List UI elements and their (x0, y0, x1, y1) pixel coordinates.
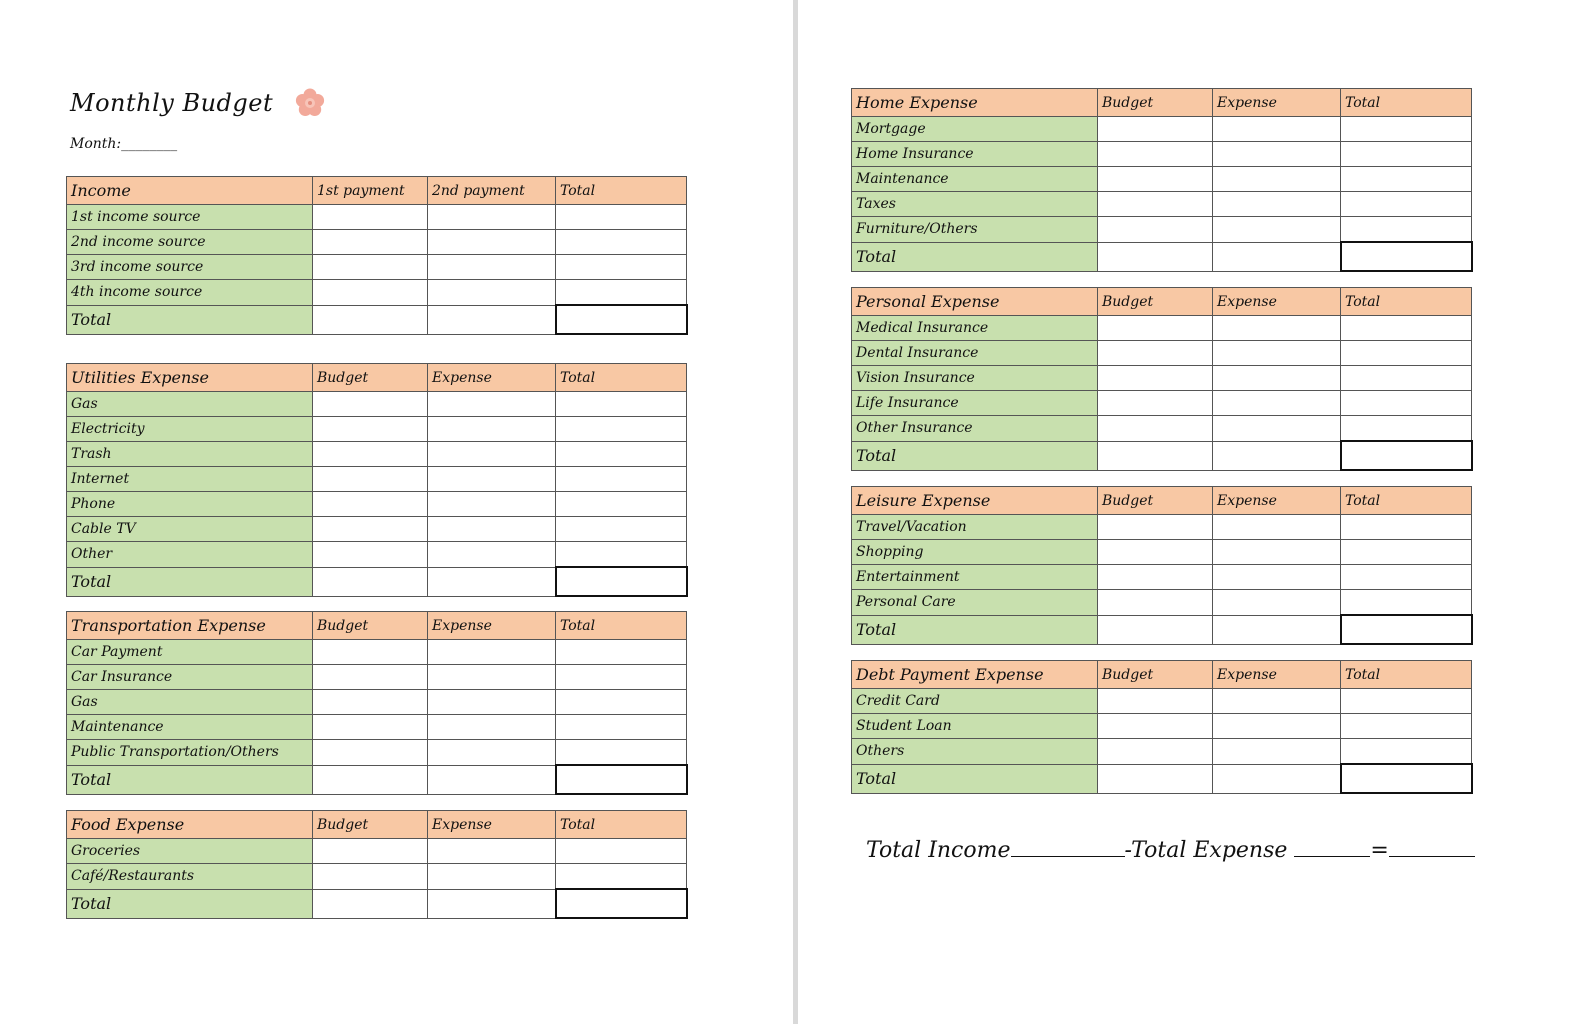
transportation-total-cell-expense[interactable] (428, 765, 556, 794)
transportation-cell-total[interactable] (556, 715, 687, 740)
leisure-cell-budget[interactable] (1098, 565, 1213, 590)
income-row-label: 4th income source (67, 280, 313, 306)
leisure-col-budget: Budget (1098, 487, 1213, 515)
income-cell-total[interactable] (556, 205, 687, 230)
income-cell-second-payment[interactable] (428, 280, 556, 306)
personal-cell-total[interactable] (1341, 316, 1472, 341)
total-expense-label: -Total Expense (1124, 838, 1288, 863)
debt-row-label: Others (852, 739, 1098, 765)
leisure-row-label: Travel/Vacation (852, 515, 1098, 540)
income-cell-second-payment[interactable] (428, 205, 556, 230)
debt-cell-budget[interactable] (1098, 689, 1213, 714)
debt-col-budget: Budget (1098, 661, 1213, 689)
home-cell-budget[interactable] (1098, 117, 1213, 142)
utilities-header-row (67, 364, 687, 392)
food-cell-expense[interactable] (428, 839, 556, 864)
transportation-cell-expense[interactable] (428, 640, 556, 665)
utilities-cell-total[interactable] (556, 392, 687, 417)
home-row-label: Home Insurance (852, 142, 1098, 167)
leisure-title: Leisure Expense (852, 487, 1098, 515)
table-row (67, 517, 687, 542)
leisure-row-label: Entertainment (852, 565, 1098, 590)
utilities-total-cell-expense[interactable] (428, 567, 556, 596)
table-row (852, 366, 1472, 391)
leisure-header-row (852, 487, 1472, 515)
debt-header-row (852, 661, 1472, 689)
personal-cell-budget[interactable] (1098, 416, 1213, 442)
transportation-row-label: Gas (67, 690, 313, 715)
table-row (852, 416, 1472, 442)
home-cell-expense[interactable] (1213, 217, 1341, 243)
leisure-cell-total[interactable] (1341, 590, 1472, 616)
food-col-total: Total (556, 811, 687, 839)
home-col-total: Total (1341, 89, 1472, 117)
food-total-row (67, 889, 687, 918)
debt-cell-budget[interactable] (1098, 714, 1213, 739)
home-cell-expense[interactable] (1213, 192, 1341, 217)
leisure-cell-expense[interactable] (1213, 565, 1341, 590)
debt-total-label: Total (852, 764, 1098, 793)
leisure-cell-expense[interactable] (1213, 515, 1341, 540)
leisure-col-expense: Expense (1213, 487, 1341, 515)
home-cell-budget[interactable] (1098, 192, 1213, 217)
equals-sign: = (1370, 838, 1389, 863)
transportation-cell-budget[interactable] (313, 690, 428, 715)
food-cell-budget[interactable] (313, 864, 428, 890)
utilities-col-expense: Expense (428, 364, 556, 392)
debt-cell-budget[interactable] (1098, 739, 1213, 765)
home-cell-budget[interactable] (1098, 167, 1213, 192)
utilities-cell-expense[interactable] (428, 467, 556, 492)
personal-cell-total[interactable] (1341, 391, 1472, 416)
income-cell-total[interactable] (556, 280, 687, 306)
personal-col-total: Total (1341, 288, 1472, 316)
total-income-label: Total Income (866, 838, 1011, 863)
table-row (852, 167, 1472, 192)
personal-row-label: Other Insurance (852, 416, 1098, 442)
home-table (851, 88, 1473, 272)
home-grand-total-cell[interactable] (1341, 242, 1472, 271)
home-total-label: Total (852, 242, 1098, 271)
food-table (66, 810, 688, 919)
leisure-cell-expense[interactable] (1213, 590, 1341, 616)
table-row (852, 714, 1472, 739)
home-title: Home Expense (852, 89, 1098, 117)
transportation-header-row (67, 612, 687, 640)
transportation-row-label: Maintenance (67, 715, 313, 740)
transportation-col-expense: Expense (428, 612, 556, 640)
home-cell-expense[interactable] (1213, 117, 1341, 142)
utilities-row-label: Internet (67, 467, 313, 492)
personal-col-expense: Expense (1213, 288, 1341, 316)
transportation-cell-budget[interactable] (313, 740, 428, 766)
leisure-cell-budget[interactable] (1098, 540, 1213, 565)
personal-cell-expense[interactable] (1213, 391, 1341, 416)
income-total-row (67, 305, 687, 334)
result-blank[interactable] (1389, 834, 1475, 857)
transportation-cell-total[interactable] (556, 740, 687, 766)
utilities-cell-expense[interactable] (428, 392, 556, 417)
transportation-cell-expense[interactable] (428, 690, 556, 715)
food-grand-total-cell[interactable] (556, 889, 687, 918)
debt-title: Debt Payment Expense (852, 661, 1098, 689)
personal-cell-budget[interactable] (1098, 391, 1213, 416)
personal-row-label: Vision Insurance (852, 366, 1098, 391)
debt-row-label: Student Loan (852, 714, 1098, 739)
debt-col-expense: Expense (1213, 661, 1341, 689)
utilities-cell-total[interactable] (556, 517, 687, 542)
home-col-budget: Budget (1098, 89, 1213, 117)
personal-total-label: Total (852, 441, 1098, 470)
utilities-row-label: Trash (67, 442, 313, 467)
income-cell-first-payment[interactable] (313, 280, 428, 306)
income-total-cell-second-payment[interactable] (428, 305, 556, 334)
transportation-row-label: Car Payment (67, 640, 313, 665)
leisure-cell-budget[interactable] (1098, 515, 1213, 540)
home-cell-total[interactable] (1341, 217, 1472, 243)
debt-col-total: Total (1341, 661, 1472, 689)
utilities-row-label: Other (67, 542, 313, 568)
food-total-cell-budget[interactable] (313, 889, 428, 918)
utilities-cell-expense[interactable] (428, 442, 556, 467)
food-row-label: Café/Restaurants (67, 864, 313, 890)
table-row (67, 442, 687, 467)
food-total-cell-expense[interactable] (428, 889, 556, 918)
personal-cell-budget[interactable] (1098, 366, 1213, 391)
income-cell-first-payment[interactable] (313, 205, 428, 230)
transportation-table (66, 611, 688, 795)
table-row (852, 391, 1472, 416)
personal-cell-total[interactable] (1341, 341, 1472, 366)
table-row (67, 542, 687, 568)
leisure-table (851, 486, 1473, 645)
income-col-total: Total (556, 177, 687, 205)
transportation-cell-total[interactable] (556, 640, 687, 665)
utilities-cell-budget[interactable] (313, 542, 428, 568)
table-row (852, 316, 1472, 341)
transportation-total-label: Total (67, 765, 313, 794)
home-cell-expense[interactable] (1213, 142, 1341, 167)
food-cell-expense[interactable] (428, 864, 556, 890)
leisure-total-cell-budget[interactable] (1098, 615, 1213, 644)
utilities-table (66, 363, 688, 597)
income-total-cell-first-payment[interactable] (313, 305, 428, 334)
utilities-cell-total[interactable] (556, 492, 687, 517)
debt-grand-total-cell[interactable] (1341, 764, 1472, 793)
home-col-expense: Expense (1213, 89, 1341, 117)
home-row-label: Furniture/Others (852, 217, 1098, 243)
table-row (67, 205, 687, 230)
home-row-label: Taxes (852, 192, 1098, 217)
personal-total-row (852, 441, 1472, 470)
transportation-cell-budget[interactable] (313, 665, 428, 690)
total-expense-blank[interactable] (1294, 834, 1370, 857)
utilities-grand-total-cell[interactable] (556, 567, 687, 596)
table-row (852, 590, 1472, 616)
debt-cell-expense[interactable] (1213, 689, 1341, 714)
personal-cell-expense[interactable] (1213, 341, 1341, 366)
transportation-col-total: Total (556, 612, 687, 640)
transportation-cell-budget[interactable] (313, 640, 428, 665)
page-title: Monthly Budget (70, 89, 274, 117)
personal-row-label: Life Insurance (852, 391, 1098, 416)
utilities-cell-budget[interactable] (313, 417, 428, 442)
income-table (66, 176, 688, 335)
home-row-label: Maintenance (852, 167, 1098, 192)
food-cell-budget[interactable] (313, 839, 428, 864)
utilities-col-total: Total (556, 364, 687, 392)
utilities-row-label: Gas (67, 392, 313, 417)
utilities-total-cell-budget[interactable] (313, 567, 428, 596)
utilities-cell-total[interactable] (556, 417, 687, 442)
table-row (67, 255, 687, 280)
table-row (67, 740, 687, 766)
utilities-cell-expense[interactable] (428, 517, 556, 542)
personal-col-budget: Budget (1098, 288, 1213, 316)
utilities-total-row (67, 567, 687, 596)
home-total-cell-expense[interactable] (1213, 242, 1341, 271)
table-row (852, 689, 1472, 714)
table-row (67, 467, 687, 492)
leisure-row-label: Shopping (852, 540, 1098, 565)
income-header-row (67, 177, 687, 205)
utilities-cell-total[interactable] (556, 442, 687, 467)
leisure-cell-total[interactable] (1341, 565, 1472, 590)
income-cell-second-payment[interactable] (428, 255, 556, 280)
month-field[interactable]: Month:________ (70, 136, 178, 152)
transportation-cell-total[interactable] (556, 690, 687, 715)
table-row (67, 690, 687, 715)
debt-total-row (852, 764, 1472, 793)
table-row (852, 142, 1472, 167)
home-cell-budget[interactable] (1098, 142, 1213, 167)
leisure-total-label: Total (852, 615, 1098, 644)
table-row (67, 839, 687, 864)
income-col-first-payment: 1st payment (313, 177, 428, 205)
transportation-cell-budget[interactable] (313, 715, 428, 740)
home-cell-expense[interactable] (1213, 167, 1341, 192)
table-row (67, 665, 687, 690)
transportation-cell-expense[interactable] (428, 715, 556, 740)
utilities-row-label: Phone (67, 492, 313, 517)
income-cell-first-payment[interactable] (313, 255, 428, 280)
table-row (852, 565, 1472, 590)
personal-header-row (852, 288, 1472, 316)
utilities-cell-expense[interactable] (428, 417, 556, 442)
table-row (67, 492, 687, 517)
title-row (70, 88, 325, 118)
leisure-cell-expense[interactable] (1213, 540, 1341, 565)
debt-cell-total[interactable] (1341, 689, 1472, 714)
income-cell-second-payment[interactable] (428, 230, 556, 255)
table-row (852, 117, 1472, 142)
utilities-col-budget: Budget (313, 364, 428, 392)
income-cell-total[interactable] (556, 255, 687, 280)
personal-total-cell-budget[interactable] (1098, 441, 1213, 470)
utilities-row-label: Cable TV (67, 517, 313, 542)
debt-cell-expense[interactable] (1213, 714, 1341, 739)
food-total-label: Total (67, 889, 313, 918)
utilities-row-label: Electricity (67, 417, 313, 442)
transportation-cell-expense[interactable] (428, 740, 556, 766)
utilities-cell-expense[interactable] (428, 492, 556, 517)
transportation-cell-expense[interactable] (428, 665, 556, 690)
leisure-cell-total[interactable] (1341, 540, 1472, 565)
income-row-label: 2nd income source (67, 230, 313, 255)
transportation-total-row (67, 765, 687, 794)
transportation-col-budget: Budget (313, 612, 428, 640)
table-row (67, 715, 687, 740)
debt-row-label: Credit Card (852, 689, 1098, 714)
home-cell-total[interactable] (1341, 167, 1472, 192)
personal-row-label: Dental Insurance (852, 341, 1098, 366)
utilities-cell-budget[interactable] (313, 492, 428, 517)
utilities-cell-expense[interactable] (428, 542, 556, 568)
income-total-label: Total (67, 305, 313, 334)
income-col-second-payment: 2nd payment (428, 177, 556, 205)
utilities-cell-budget[interactable] (313, 442, 428, 467)
food-row-label: Groceries (67, 839, 313, 864)
table-row (67, 392, 687, 417)
table-row (67, 640, 687, 665)
home-row-label: Mortgage (852, 117, 1098, 142)
home-cell-total[interactable] (1341, 117, 1472, 142)
home-cell-total[interactable] (1341, 142, 1472, 167)
income-grand-total-cell[interactable] (556, 305, 687, 334)
income-title: Income (67, 177, 313, 205)
table-row (67, 280, 687, 306)
utilities-cell-total[interactable] (556, 542, 687, 568)
leisure-grand-total-cell[interactable] (1341, 615, 1472, 644)
debt-cell-total[interactable] (1341, 739, 1472, 765)
home-header-row (852, 89, 1472, 117)
food-cell-total[interactable] (556, 839, 687, 864)
table-row (852, 540, 1472, 565)
transportation-title: Transportation Expense (67, 612, 313, 640)
income-cell-first-payment[interactable] (313, 230, 428, 255)
personal-cell-budget[interactable] (1098, 316, 1213, 341)
transportation-row-label: Public Transportation/Others (67, 740, 313, 766)
debt-cell-expense[interactable] (1213, 739, 1341, 765)
table-row (852, 515, 1472, 540)
debt-total-cell-expense[interactable] (1213, 764, 1341, 793)
personal-total-cell-expense[interactable] (1213, 441, 1341, 470)
utilities-total-label: Total (67, 567, 313, 596)
home-cell-budget[interactable] (1098, 217, 1213, 243)
table-row (852, 192, 1472, 217)
leisure-col-total: Total (1341, 487, 1472, 515)
leisure-total-row (852, 615, 1472, 644)
personal-cell-expense[interactable] (1213, 366, 1341, 391)
table-row (67, 417, 687, 442)
personal-grand-total-cell[interactable] (1341, 441, 1472, 470)
summary-line (866, 834, 1475, 863)
income-cell-total[interactable] (556, 230, 687, 255)
personal-row-label: Medical Insurance (852, 316, 1098, 341)
home-total-row (852, 242, 1472, 271)
food-header-row (67, 811, 687, 839)
income-row-label: 3rd income source (67, 255, 313, 280)
personal-title: Personal Expense (852, 288, 1098, 316)
transportation-row-label: Car Insurance (67, 665, 313, 690)
transportation-total-cell-budget[interactable] (313, 765, 428, 794)
personal-cell-expense[interactable] (1213, 316, 1341, 341)
utilities-cell-budget[interactable] (313, 392, 428, 417)
table-row (67, 864, 687, 890)
utilities-cell-total[interactable] (556, 467, 687, 492)
total-income-blank[interactable] (1011, 834, 1125, 857)
flower-icon (295, 88, 325, 118)
leisure-cell-total[interactable] (1341, 515, 1472, 540)
table-row (67, 230, 687, 255)
personal-table (851, 287, 1473, 471)
leisure-cell-budget[interactable] (1098, 590, 1213, 616)
debt-table (851, 660, 1473, 794)
leisure-total-cell-expense[interactable] (1213, 615, 1341, 644)
food-cell-total[interactable] (556, 864, 687, 890)
utilities-cell-budget[interactable] (313, 467, 428, 492)
food-col-budget: Budget (313, 811, 428, 839)
debt-cell-total[interactable] (1341, 714, 1472, 739)
personal-cell-total[interactable] (1341, 366, 1472, 391)
food-col-expense: Expense (428, 811, 556, 839)
personal-cell-budget[interactable] (1098, 341, 1213, 366)
transportation-grand-total-cell[interactable] (556, 765, 687, 794)
debt-total-cell-budget[interactable] (1098, 764, 1213, 793)
home-total-cell-budget[interactable] (1098, 242, 1213, 271)
food-title: Food Expense (67, 811, 313, 839)
income-row-label: 1st income source (67, 205, 313, 230)
utilities-title: Utilities Expense (67, 364, 313, 392)
table-row (852, 217, 1472, 243)
table-row (852, 739, 1472, 765)
personal-cell-expense[interactable] (1213, 416, 1341, 442)
utilities-cell-budget[interactable] (313, 517, 428, 542)
home-cell-total[interactable] (1341, 192, 1472, 217)
table-row (852, 341, 1472, 366)
personal-cell-total[interactable] (1341, 416, 1472, 442)
leisure-row-label: Personal Care (852, 590, 1098, 616)
transportation-cell-total[interactable] (556, 665, 687, 690)
